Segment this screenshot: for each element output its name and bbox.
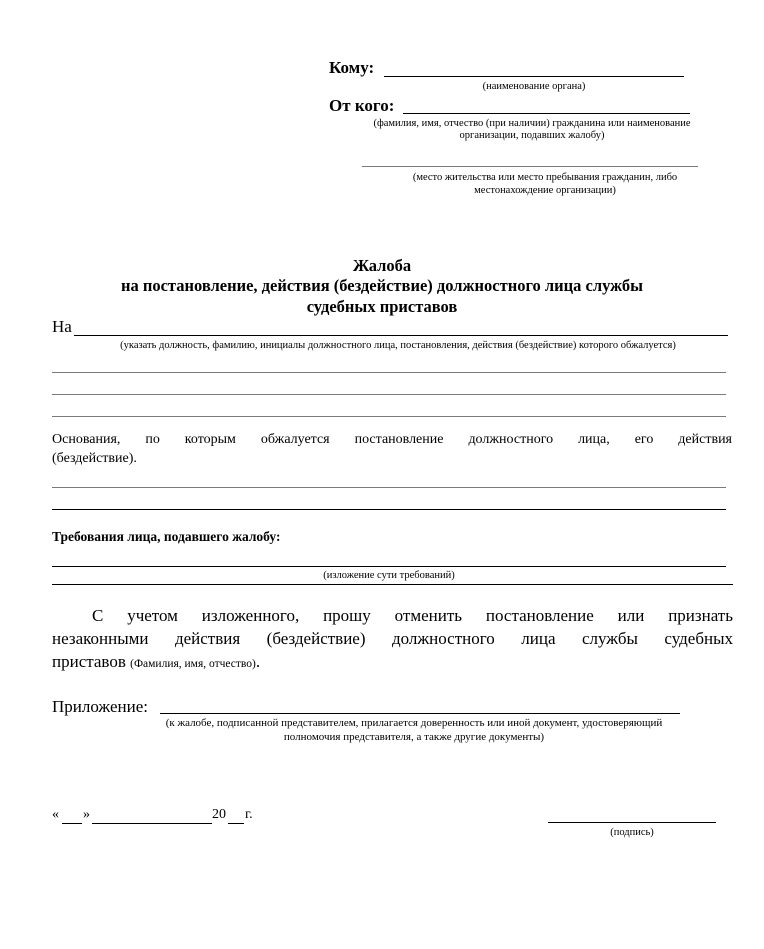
attachment-field-line[interactable] — [160, 713, 680, 714]
title-line3: судебных приставов — [306, 297, 458, 316]
address-hint-line2: местонахождение организации) — [474, 185, 616, 196]
attachment-hint-line2: полномочия представителя, а также другие документы) — [283, 731, 545, 743]
request-line3 — [52, 652, 260, 672]
address-field-line[interactable] — [362, 166, 698, 167]
subject-field-line[interactable] — [74, 335, 728, 336]
demands-label: Требования лица, подавшего жалобу: — [52, 529, 281, 544]
grounds-text-line1: Основания, по которым обжалуется постановление должностного лица, его действия — [52, 432, 732, 447]
from-hint-line1: (фамилия, имя, отчество (при наличии) гражданина или наименование — [373, 118, 691, 129]
demands-line-2[interactable] — [52, 584, 733, 585]
from-label: От кого: — [329, 96, 395, 115]
grounds-text-line2: (бездействие). — [52, 451, 137, 466]
attachment-hint-line1: (к жалобе, подписанной представителем, прилагается доверенность или иной документ, удостоверяющий — [165, 717, 663, 729]
signature-hint: (подпись) — [610, 827, 654, 838]
attachment-label: Приложение: — [52, 697, 148, 716]
title-line1: Жалоба — [352, 256, 412, 275]
date-close-quote: » — [83, 807, 90, 822]
grounds-line-1[interactable] — [52, 487, 726, 488]
subject-line-4[interactable] — [52, 416, 726, 417]
to-field-line[interactable] — [384, 76, 684, 77]
date-open-quote: « — [52, 807, 59, 822]
request-line2: незаконными действия (бездействие) должностного лица службы судебных — [52, 629, 733, 648]
request-line3-end: . — [255, 652, 261, 671]
to-hint: (наименование органа) — [482, 81, 586, 92]
address-hint-line1: (место жительства или место пребывания гражданин, либо — [412, 172, 678, 183]
request-line3-main: приставов — [52, 652, 126, 671]
date-month-line[interactable] — [92, 823, 212, 824]
request-line1: С учетом изложенного, прошу отменить постановление или признать — [92, 606, 733, 625]
grounds-line-2[interactable] — [52, 509, 726, 510]
date-year-prefix: 20 — [212, 807, 226, 822]
date-year-line[interactable] — [228, 823, 244, 824]
request-line3-small: (Фамилия, имя, отчество) — [130, 658, 256, 670]
date-year-suffix: г. — [245, 807, 253, 822]
subject-hint: (указать должность, фамилию, инициалы должностного лица, постановления, действия (бездействие) которого обжалуется) — [120, 340, 676, 351]
from-hint-line2: организации, подавших жалобу) — [459, 130, 605, 141]
demands-line-1[interactable] — [52, 566, 726, 567]
to-label: Кому: — [329, 58, 375, 77]
demands-hint: (изложение сути требований) — [323, 570, 455, 581]
title-line2: на постановление, действия (бездействие) должностного лица службы — [120, 276, 644, 295]
from-field-line[interactable] — [403, 113, 690, 114]
subject-prefix: На — [52, 317, 72, 336]
date-day-line[interactable] — [62, 823, 82, 824]
subject-line-3[interactable] — [52, 394, 726, 395]
signature-line[interactable] — [548, 822, 716, 823]
subject-line-2[interactable] — [52, 372, 726, 373]
